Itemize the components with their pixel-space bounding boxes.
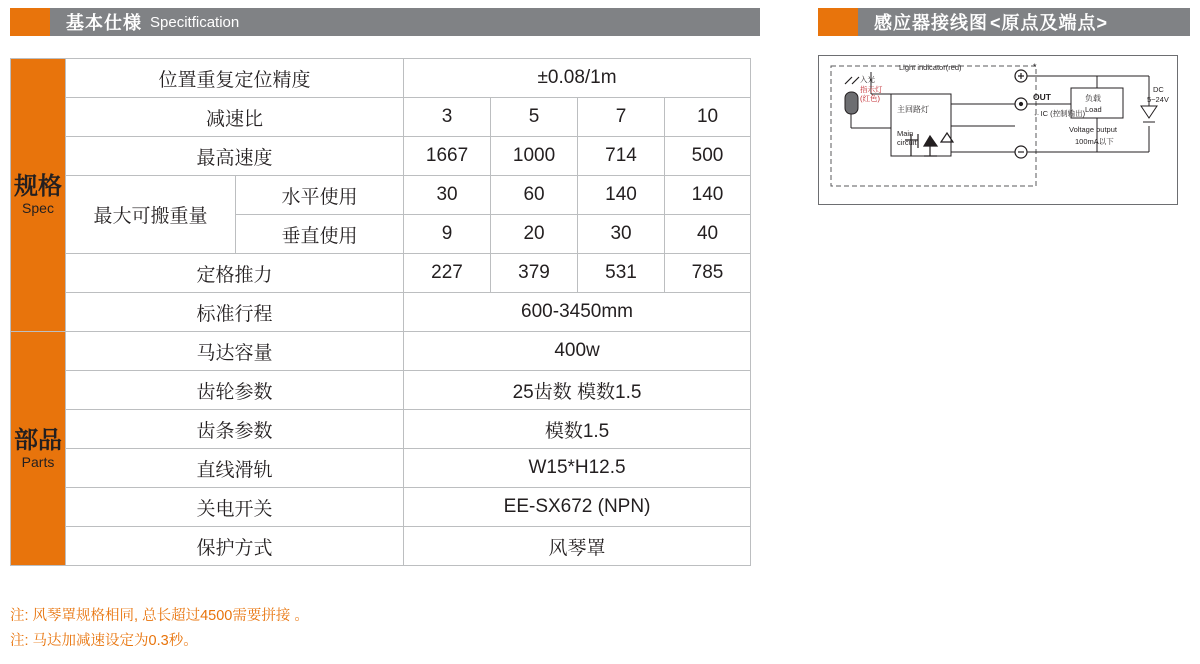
row-label-max-payload: 最大可搬重量 [66,176,236,254]
row-value-protection: 风琴罩 [404,527,751,566]
specification-table [10,58,751,566]
cell-thrust-2: 379 [491,254,578,293]
label-star: * [1033,62,1037,72]
row-label-motor-capacity: 马达容量 [66,332,404,371]
row-sublabel-horizontal: 水平使用 [236,176,404,215]
wiring-header-accent-tab [818,8,858,36]
row-label-protection: 保护方式 [66,527,404,566]
cell-reduction-ratio-2: 5 [491,98,578,137]
group-label-parts-cn: 部品 [14,426,62,454]
row-label-limit-switch: 关电开关 [66,488,404,527]
cell-max-speed-3: 714 [578,137,665,176]
table-row [11,527,751,566]
cell-max-speed-2: 1000 [491,137,578,176]
table-row [11,293,751,332]
cell-payload-v-1: 9 [404,215,491,254]
cell-payload-h-4: 140 [665,176,751,215]
label-in-light-cn: 入光 [860,75,875,84]
cell-max-speed-1: 1667 [404,137,491,176]
label-dc-range: 5~24V [1147,95,1169,104]
cell-reduction-ratio-1: 3 [404,98,491,137]
row-label-standard-stroke: 标准行程 [66,293,404,332]
cell-payload-h-1: 30 [404,176,491,215]
notes-block [10,604,309,655]
table-row [11,410,751,449]
cell-reduction-ratio-4: 10 [665,98,751,137]
spec-header-bar [50,8,760,36]
table-row [11,137,751,176]
spec-header-accent-tab [10,8,50,36]
cell-thrust-4: 785 [665,254,751,293]
label-main-en: Main [897,129,914,138]
group-label-parts-en: Parts [21,453,55,470]
table-row [11,488,751,527]
table-row [11,98,751,137]
group-label-parts [11,332,66,566]
group-label-spec-cn: 规格 [14,173,62,201]
row-label-linear-guide: 直线滑轨 [66,449,404,488]
note-1: 注: 风琴罩规格相同, 总长超过4500需要拼接 。 [10,608,309,624]
cell-payload-v-2: 20 [491,215,578,254]
wiring-diagram [818,55,1178,205]
cell-max-speed-4: 500 [665,137,751,176]
row-value-gear-params: 25齿数 模数1.5 [404,371,751,410]
label-current: 100mA以下 [1075,137,1114,146]
row-label-positioning-accuracy: 位置重复定位精度 [66,59,404,98]
row-label-max-speed: 最高速度 [66,137,404,176]
light-receiver-icon [845,77,859,128]
cell-payload-h-3: 140 [578,176,665,215]
spec-header-title-cn: 基本仕様 [66,13,142,33]
cell-payload-h-2: 60 [491,176,578,215]
row-sublabel-vertical: 垂直使用 [236,215,404,254]
cell-payload-v-4: 40 [665,215,751,254]
label-load-en: Load [1085,105,1102,114]
label-indicator-color-cn: (红色) [860,94,880,103]
note-2: 注: 马达加减速设定为0.3秒。 [10,633,198,650]
row-value-standard-stroke: 600-3450mm [404,293,751,332]
label-out: OUT [1033,92,1051,102]
wiring-header-bar [858,8,1190,36]
cell-thrust-3: 531 [578,254,665,293]
table-row [11,254,751,293]
table-row [11,332,751,371]
table-row [11,371,751,410]
spec-section-header [10,8,760,36]
group-label-spec [11,59,66,332]
row-label-reduction-ratio: 减速比 [66,98,404,137]
row-value-rack-params: 模数1.5 [404,410,751,449]
wiring-section-header [818,8,1190,36]
wiring-header-title-cn: 感应器接线图 [874,13,988,33]
row-value-motor-capacity: 400w [404,332,751,371]
label-dc: DC [1153,85,1164,94]
row-value-linear-guide: W15*H12.5 [404,449,751,488]
row-value-limit-switch: EE-SX672 (NPN) [404,488,751,527]
label-indicator-cn: 指示灯 [860,85,883,94]
label-main-circuit-cn: 主回路灯 [897,105,929,114]
cell-thrust-1: 227 [404,254,491,293]
spec-header-title-en: Specitfication [150,13,240,31]
terminals [1015,70,1027,158]
label-ic-cn: ←IC (控制输出) [1033,109,1086,118]
table-row [11,59,751,98]
label-circuit-en: circuit [897,138,917,147]
group-label-spec-en: Spec [22,200,54,217]
wiring-diagram-svg [819,56,1177,204]
label-load-cn: 负载 [1085,94,1101,103]
cell-reduction-ratio-3: 7 [578,98,665,137]
label-voltage-output: Voltage output [1069,125,1117,134]
table-row [11,176,751,215]
row-value-positioning-accuracy: ±0.08/1m [404,59,751,98]
row-label-rack-params: 齿条参数 [66,410,404,449]
cell-payload-v-3: 30 [578,215,665,254]
label-light-indicator: Light indicator(red) [899,63,962,72]
row-label-gear-params: 齿轮参数 [66,371,404,410]
wiring-header-title-en: <原点及端点> [990,13,1109,33]
row-label-rated-thrust: 定格推力 [66,254,404,293]
table-row [11,449,751,488]
